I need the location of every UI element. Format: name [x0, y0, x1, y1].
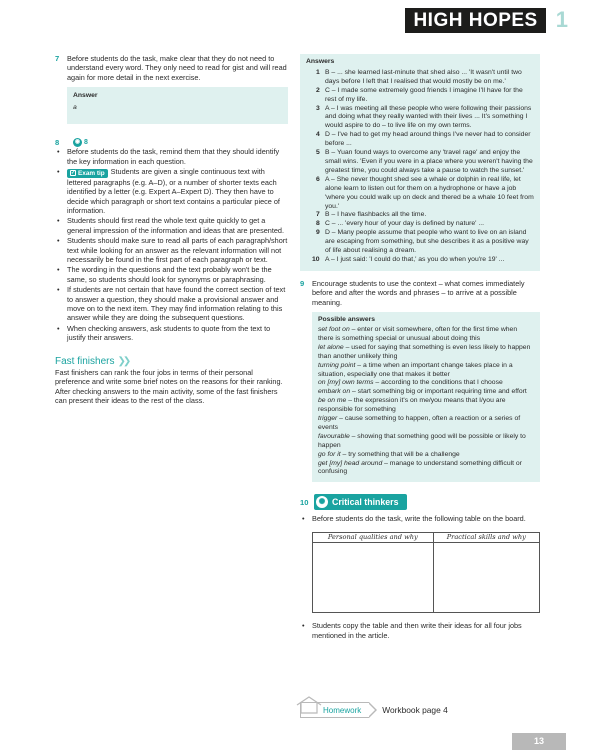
answer-number: 7: [316, 211, 320, 219]
term: favourable: [318, 432, 350, 440]
answer-number: 4: [316, 131, 320, 139]
list-item: • The wording in the questions and the text probably won't be the same, so students should look for synonyms or paraphrasing.: [55, 265, 288, 284]
table-cell: [313, 543, 434, 613]
term: embark on: [318, 388, 351, 396]
definition: – cause something to happen, often a reaction or a series of events: [318, 415, 521, 431]
task-number: 10: [300, 497, 309, 507]
double-chevron-icon: ❯❯: [117, 355, 129, 367]
answer-text: D – I've had to get my head around things I've never had to consider before ...: [325, 131, 531, 148]
answer-row: [316, 87, 534, 105]
task-9: [300, 279, 540, 307]
task-7: [55, 54, 288, 82]
answer-text: A – I was meeting all these people who were following their passions and doing what they really wanted with their lives ... It's something I would aspire to do – to live life on my own terms.: [325, 104, 532, 130]
possible-answer: [318, 397, 534, 415]
answer-row: [316, 176, 534, 212]
answer-text: A – I just said: 'I could do that,' as you do when you're 19' ...: [325, 255, 505, 263]
possible-answer: [318, 415, 534, 433]
list-item: • When checking answers, ask students to quote from the text to justify their answers.: [55, 324, 288, 343]
left-column: [55, 54, 288, 406]
definition: – manage to understand something difficult or confusing: [318, 459, 522, 476]
possible-answer: [318, 433, 534, 451]
exam-tip-text: Students are given a single continuous text with lettered paragraphs (e.g. A–D), or a number of shorter texts each identified by a letter (e.g. Expert A–Expert D). They then have to decide which paragraph or short text contains a particular piece of information.: [67, 167, 280, 215]
definition: – showing that something good will be possible or likely to happen: [318, 432, 526, 449]
list-item: • If students are not certain that have found the correct section of text to answer a question, they should make a provisional answer and move on to the next item. They may find information relating to this answer while they are doing the subsequent questions.: [55, 285, 288, 323]
task-10-heading: [300, 494, 540, 510]
answer-number: 1: [316, 68, 320, 76]
table-header-cell: Personal qualities and why: [313, 532, 434, 542]
possible-answer: [318, 362, 534, 380]
list-item: • Students should make sure to read all parts of each paragraph/short text while looking for an answer as the relevant information will not necessarily be found in the first part of each paragraph or text.: [55, 236, 288, 264]
answer-row: [316, 229, 534, 256]
arrow-right-icon: [369, 702, 377, 718]
workbook-reference: Workbook page 4: [382, 705, 448, 715]
answer-text: C – I made some extremely good friends I imagine I'll have for the rest of my life.: [325, 86, 523, 103]
answer-text: B – ... she learned last-minute that shed also ... 'It wasn't until two days before I left that I realised that would mostly be on me.': [325, 68, 522, 85]
answer-row: [316, 220, 534, 229]
possible-answer: [318, 344, 534, 362]
unit-number: 1: [555, 7, 568, 32]
term: turning point: [318, 361, 356, 369]
task-8-heading: [55, 138, 288, 147]
possible-answer: [318, 451, 534, 460]
task-10-bullets: [300, 514, 540, 523]
exam-tip-label: Exam tip: [78, 169, 105, 177]
list-item: • Students copy the table and then write their ideas for all four jobs mentioned in the article.: [300, 621, 540, 640]
task-number: 7: [55, 54, 60, 63]
definition: – try something that will be a challenge: [340, 450, 460, 458]
fast-finishers-heading: [55, 357, 288, 366]
possible-answer: [318, 460, 534, 478]
homework-label: Homework: [323, 706, 362, 715]
definition: – used for saying that something is even less likely to happen than another unlikely thing: [318, 343, 531, 360]
exam-tip-badge: [67, 169, 108, 178]
answer-row: [316, 131, 534, 149]
fast-finishers-text: Fast finishers can rank the four jobs in terms of their personal preference and write some brief notes on the reasons for their ranking. After checking answers to the main activity, some of the fast finishers can present their ideas to the rest of the class.: [55, 368, 283, 406]
table-header-cell: Practical skills and why: [433, 532, 539, 542]
unit-title: HIGH HOPES: [405, 8, 545, 33]
answer-number: 8: [316, 220, 320, 228]
answer-number: 3: [316, 104, 320, 112]
homework-tab: [300, 702, 369, 718]
list-item: [55, 167, 288, 215]
definition: – according to the conditions that I choose: [373, 379, 503, 387]
fast-finishers-title: Fast finishers: [55, 355, 115, 367]
page-number: 13: [512, 733, 566, 750]
task-text: Before students do the task, make clear that they do not need to understand every word. They only need to read for gist and will read again for more detail in the next exercise.: [67, 54, 287, 82]
term: on [my] own terms: [318, 379, 374, 387]
term: get [my] head around: [318, 459, 383, 467]
table-header-row: [313, 532, 540, 542]
check-icon: • ✓: [71, 170, 76, 177]
answers-box: [300, 54, 540, 271]
audio-badge: [73, 138, 88, 147]
homework-footer: [300, 702, 448, 718]
answer-row: [316, 69, 534, 87]
critical-thinkers-table: [312, 532, 540, 613]
answer-box: [67, 87, 288, 124]
possible-answer: [318, 326, 534, 344]
answer-text: B – Yuan found ways to overcome any 'travel rage' and enjoy the small wins. 'Even if you were in a place where you weren't having the greatest time, you could always take a pause to watch the sunset.': [325, 149, 533, 174]
badge-number: 8: [84, 139, 88, 147]
list-item: • Before students do the task, write the following table on the board.: [300, 514, 540, 523]
unit-header: [405, 7, 568, 33]
possible-answers-box: [312, 312, 540, 482]
definition: – a time when an important change takes place in a situation, especially one that makes it better: [318, 361, 513, 378]
table-row: [313, 543, 540, 613]
task-text: Encourage students to use the context – what comes immediately before and after the words and phrases – to arrive at a possible meaning.: [312, 278, 525, 307]
answer-number: 10: [312, 255, 320, 263]
table-cell: [433, 543, 539, 613]
answer-row: [316, 211, 534, 220]
answer-text: C – ... 'every hour of your day is defined by nature' ...: [325, 220, 485, 228]
answer-row: [316, 149, 534, 176]
definition: – start something big or important requiring time and effort: [350, 388, 527, 396]
list-item: • Before students do the task, remind them that they should identify the key information in each question.: [55, 147, 288, 166]
task-8-bullets: [55, 147, 288, 342]
answer-text: a: [73, 103, 77, 111]
possible-answer: [318, 388, 534, 397]
answer-heading: Answer: [73, 92, 98, 100]
answers-heading: Answers: [306, 58, 335, 65]
answer-number: 9: [316, 229, 320, 237]
task-number: 9: [300, 278, 305, 288]
answer-row: [312, 256, 534, 265]
answer-row: [316, 105, 534, 132]
definition: – enter or visit somewhere, often for the first time when there is something special or unusual about doing this: [318, 325, 518, 342]
students-book-icon: ◉: [74, 139, 81, 146]
term: let alone: [318, 343, 344, 351]
definition: – the expression it's on me/you means that I/you are responsible for something: [318, 397, 506, 414]
term: trigger: [318, 415, 338, 423]
answer-number: 2: [316, 86, 320, 94]
possible-answers-heading: Possible answers: [318, 316, 376, 324]
right-column: [300, 54, 540, 641]
task-10-bullets-after: [300, 621, 540, 640]
house-icon: [295, 695, 323, 715]
term: go for it: [318, 450, 341, 458]
list-item: • Students should first read the whole text quite quickly to get a general impression of the information and ideas that are presented.: [55, 216, 288, 235]
critical-thinkers-badge: [314, 494, 407, 510]
term: be on me: [318, 397, 347, 405]
answer-number: 6: [316, 175, 320, 183]
answer-text: D – Many people assume that people who want to live on an island are escaping from something, but she describes it as a positive way of life about realising a dream.: [325, 229, 529, 255]
term: set foot on: [318, 325, 350, 333]
possible-answer: [318, 379, 534, 388]
brain-icon: ✺: [316, 496, 328, 508]
answer-text: A – She never thought shed see a whale or dolphin in real life, let alone learn to listen out for them on a hydrophone or have a job 'where you could walk up on deck and thered be a whale 10 feet from you.': [325, 175, 534, 210]
answer-number: 5: [316, 149, 320, 157]
answer-text: B – I have flashbacks all the time.: [325, 211, 427, 219]
task-number: 8: [55, 138, 60, 148]
critical-thinkers-label: Critical thinkers: [332, 496, 399, 507]
